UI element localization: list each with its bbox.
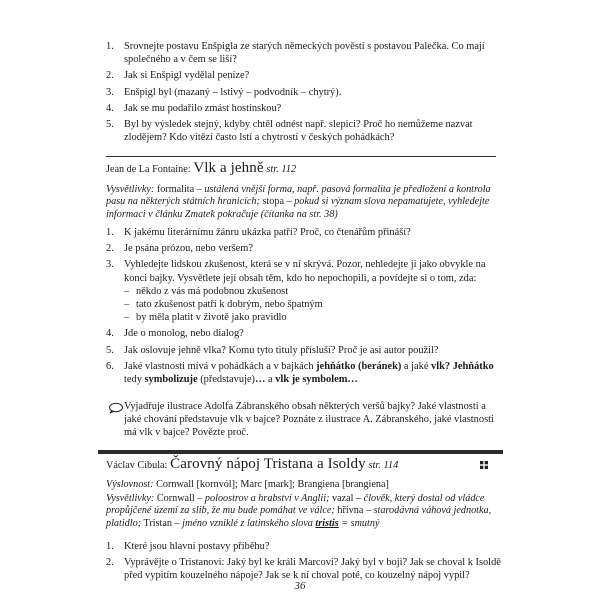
question-item: 1. Které jsou hlavní postavy příběhu? [106,541,270,552]
tristan-questions [106,540,502,586]
sub-list [124,285,502,325]
section-title: Čarovný nápoj Tristana a Isoldy [170,456,366,472]
section-heading-tristan [106,456,398,473]
question-item: 5. Byl by výsledek stejný, kdyby chtěl odnést např. slepici? Proč ho nemůžeme nazvat zlodějem? Kdo vítězí často lstí a chytrostí v českých pohádkách? [106,119,473,144]
page-number: 36 [294,580,306,592]
question-item: 3. Enšpigl byl (mazaný – lstivý – podvodník – chytrý). [106,86,342,98]
list-item: – by měla platit v životě jako pravidlo [124,312,287,324]
question-item: 1. Srovnejte postavu Enšpigla ze starých německých pověstí s postavou Palečka. Co mají společného a v čem se liší? [106,41,485,66]
section-band [98,450,503,454]
question-item: 2. Je psána prózou, nebo veršem? [106,243,253,255]
author: Jean de La Fontaine: [106,164,191,175]
enspigl-questions [106,40,502,147]
question-item: 5. Jak oslovuje jehně vlka? Komu tyto tituly přísluší? Proč je asi autor použil? [106,344,439,356]
list-item: – někdo z vás má podobnou zkušenost [124,285,289,297]
question-item: 4. Jde o monolog, nebo dialog? [106,328,244,340]
question-item: 2. Jak si Enšpigl vydělal peníze? [106,70,250,82]
textbook-ref: str. 112 [266,164,297,175]
question-item: 1. K jakému literárnímu žánru ukázka patří? Proč, co čtenářům přináší? [106,227,411,238]
speech-bubble-icon [108,402,124,414]
glossary-note: Vysvětlivky: formalita – ustálená vnější forma, např. pasová formalita je předložení a kontrola pasu na některých státních hranicích; stopa – pokud si význam slova nepamatujete, vyhledejte informaci v článku Zmatek pokračuje (čítanka na str. 38) [106,184,491,220]
textbook-ref: str. 114 [368,460,399,471]
author: Václav Cibula: [106,460,168,471]
question-item: 3. Vyhledejte lidskou zkušenost, která se v ní skrývá. Pozor, nehledejte ji jako obvykle na konci bajky. Vysvětlete její obsah těm, kdo ho nepochopili, a povídejte si o tom, zda: – někdo z vás má podobnou zkušenost – tato zkušenost patří k dobrým, nebo špatným – by měla platit v životě jako pravidlo [106,258,502,324]
question-item: 6. Jaké vlastnosti mívá v pohádkách a v bajkách jehňátko (beránek) a jaké vlk? Jehňátko tedy symbolizuje (představuje)… a vlk je symbolem… [106,360,494,386]
vlk-questions [106,226,502,389]
section-title: Vlk a jehně [193,160,264,176]
glossary-note: Vysvětlivky: Cornwall – poloostrov a hrabství v Anglii; vazal – člověk, který dostal od vládce propůjčené území za slib, že mu bude pomáhat ve válce; hřivna – starodávná váhová jednotka, platidlo; Tristan – jméno vzniklé z latinského slova tristis = smutný [106,493,492,529]
pronunciation-note: Výslovnost: Cornwall [kornvól]; Marc [mark]; Brangiena [brangiena] [106,479,389,490]
section-heading-vlk [106,160,296,177]
grid-icon [480,461,488,469]
question-item: 4. Jak se mu podařilo zmást hostinskou? [106,102,282,114]
section-divider [106,156,496,157]
illustration-question: Vyjadřuje ilustrace Adolfa Zábranského obsah některých veršů bajky? Jaké vlastnosti a jaké chování představuje vlk v bajce? Poznáte z ilustrace A. Zábranského, jaké vlastnosti má vlk v bajce? Povězte proč. [106,400,502,440]
list-item: – tato zkušenost patří k dobrým, nebo špatným [124,299,323,311]
question-item: 2. Vyprávějte o Tristanovi: Jaký byl ke králi Marcovi? Jaký byl v boji? Jak se choval k Isoldě před vypitím kouzelného nápoje? Jak se k ní choval poté, co kouzelný nápoj vypil? [106,557,501,582]
